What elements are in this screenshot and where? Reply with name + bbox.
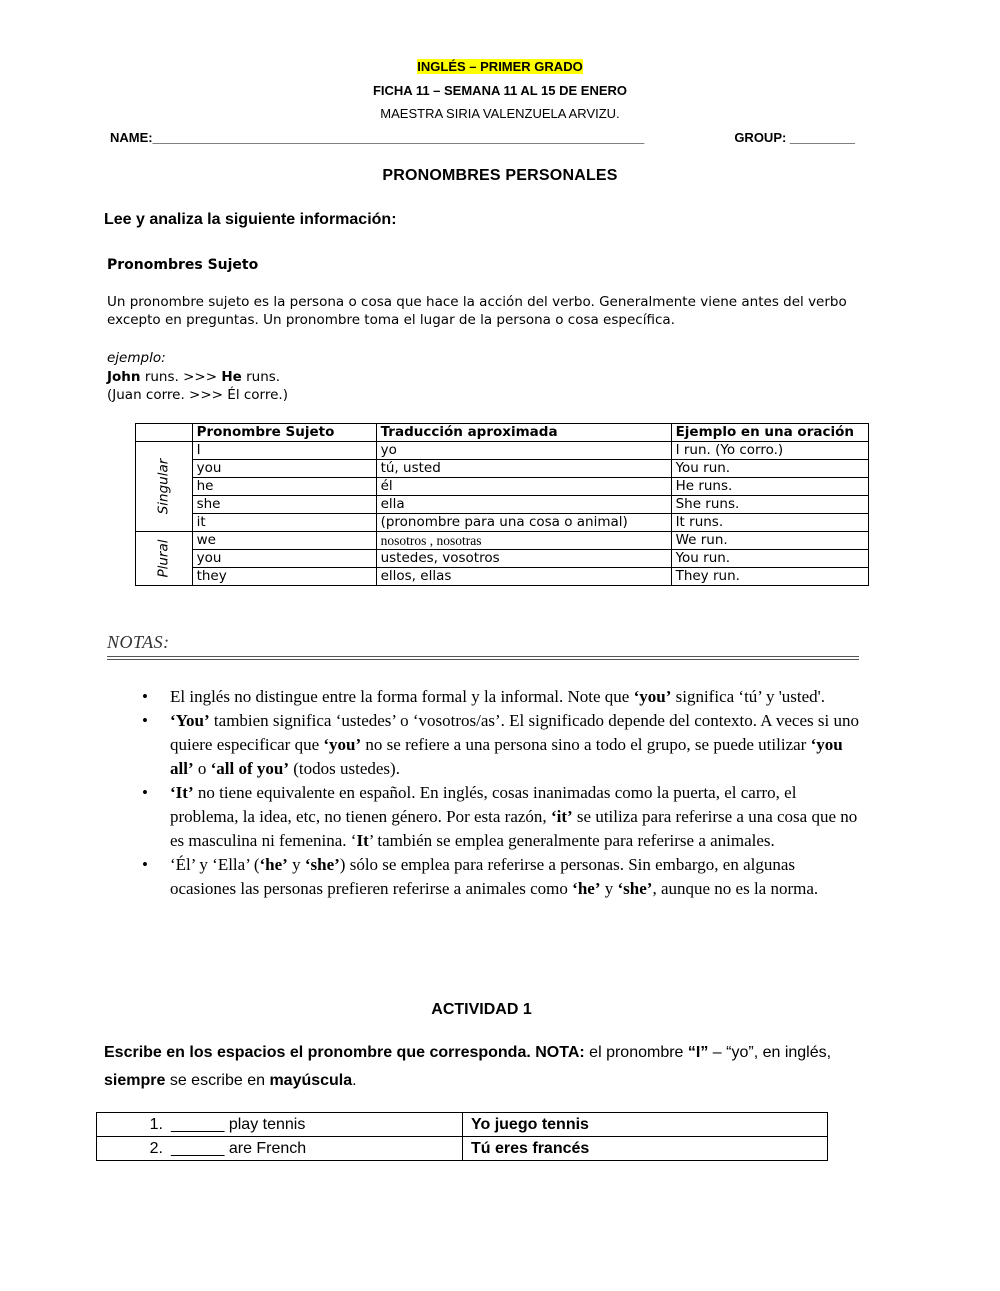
col-header: Pronombre Sujeto <box>192 424 376 442</box>
group-field[interactable]: GROUP: _________ <box>734 130 855 145</box>
activity-item-en: 2. ______ are French <box>97 1137 463 1161</box>
note-item: • ‘It’ no tiene equivalente en español. En inglés, cosas inanimadas como la puerta, el carro, el problema, la idea, etc, no tienen género. Por esta razón, ‘it’ se utiliza para referirse a una cosa que no es masculina ni femenina. ‘It’ también se emplea generalmente para referirse a animales. <box>142 783 858 850</box>
note-item: • ‘You’ tambien significa ‘ustedes’ o ‘vosotros/as’. El significado depende del contexto. A veces si uno quiere especificar que ‘you’ no se refiere a una persona sino a todo el grupo, se puede utilizar ‘you all’ o ‘all of you’ (todos ustedes). <box>142 711 859 778</box>
table-row: you tú, usted You run. <box>136 460 869 478</box>
table-row: it (pronombre para una cosa o animal) It runs. <box>136 514 869 532</box>
bullet-icon: • <box>142 855 148 874</box>
example-label: ejemplo: <box>107 350 166 366</box>
answer-blank[interactable]: ______ <box>171 1139 225 1157</box>
table-row: he él He runs. <box>136 478 869 496</box>
example-spanish: (Juan corre. >>> Él corre.) <box>107 387 288 403</box>
table-header-row <box>136 424 869 442</box>
example-english: John runs. >>> He runs. <box>107 369 281 385</box>
note-item: • ‘Él’ y ‘Ella’ (‘he’ y ‘she’) sólo se emplea para referirse a personas. Sin embargo, en algunas ocasiones las personas prefieren referirse a animales como ‘he’ y ‘she’, aunque no es la norma. <box>142 855 819 898</box>
pronoun-table <box>135 423 869 586</box>
table-row <box>97 1137 828 1161</box>
table-row: Singular I yo I run. (Yo corro.) <box>136 442 869 460</box>
course-title: INGLÉS – PRIMER GRADO <box>417 59 583 74</box>
notes-title: NOTAS: <box>107 632 170 652</box>
lead-text: Lee y analiza la siguiente información: <box>104 211 397 228</box>
table-row: you ustedes, vosotros You run. <box>136 550 869 568</box>
notes-divider <box>107 656 859 657</box>
col-header: Traducción aproximada <box>376 424 671 442</box>
name-field[interactable]: NAME:____________________________________________________________________ <box>110 130 645 145</box>
group-singular-cell: Singular <box>136 442 193 532</box>
answer-blank[interactable]: ______ <box>171 1115 225 1133</box>
teacher-name: MAESTRA SIRIA VALENZUELA ARVIZU. <box>380 106 620 121</box>
activity-item-es: Yo juego tennis <box>463 1113 828 1137</box>
notes-list <box>142 685 860 901</box>
table-row <box>97 1113 828 1137</box>
col-header: Ejemplo en una oración <box>671 424 868 442</box>
notes-divider <box>107 659 859 660</box>
name-group-row <box>110 130 855 145</box>
bullet-icon: • <box>142 711 148 730</box>
bullet-icon: • <box>142 783 148 802</box>
sheet-info: FICHA 11 – SEMANA 11 AL 15 DE ENERO <box>372 83 628 98</box>
group-plural-cell: Plural <box>136 532 193 586</box>
note-item: • El inglés no distingue entre la forma formal y la informal. Note que ‘you’ significa ‘tú’ y 'usted'. <box>170 685 860 709</box>
subject-paragraph: Un pronombre sujeto es la persona o cosa que hace la acción del verbo. Generalmente viene antes del verbo excepto en preguntas. Un pronombre toma el lugar de la persona o cosa específica. <box>107 294 847 328</box>
activity-item-es: Tú eres francés <box>463 1137 828 1161</box>
activity-table <box>96 1112 828 1161</box>
activity-item-en: 1. ______ play tennis <box>97 1113 463 1137</box>
page-title: PRONOMBRES PERSONALES <box>382 167 618 184</box>
activity-instructions: Escribe en los espacios el pronombre que corresponda. NOTA: el pronombre “I” – “yo”, en inglés, siempre se escribe en mayúscula. <box>104 1044 832 1089</box>
activity-title: ACTIVIDAD 1 <box>431 1001 532 1018</box>
table-row: Plural we nosotros , nosotras We run. <box>136 532 869 550</box>
subject-heading: Pronombres Sujeto <box>107 257 259 273</box>
bullet-icon: • <box>142 687 148 706</box>
table-row: she ella She runs. <box>136 496 869 514</box>
table-row: they ellos, ellas They run. <box>136 568 869 586</box>
